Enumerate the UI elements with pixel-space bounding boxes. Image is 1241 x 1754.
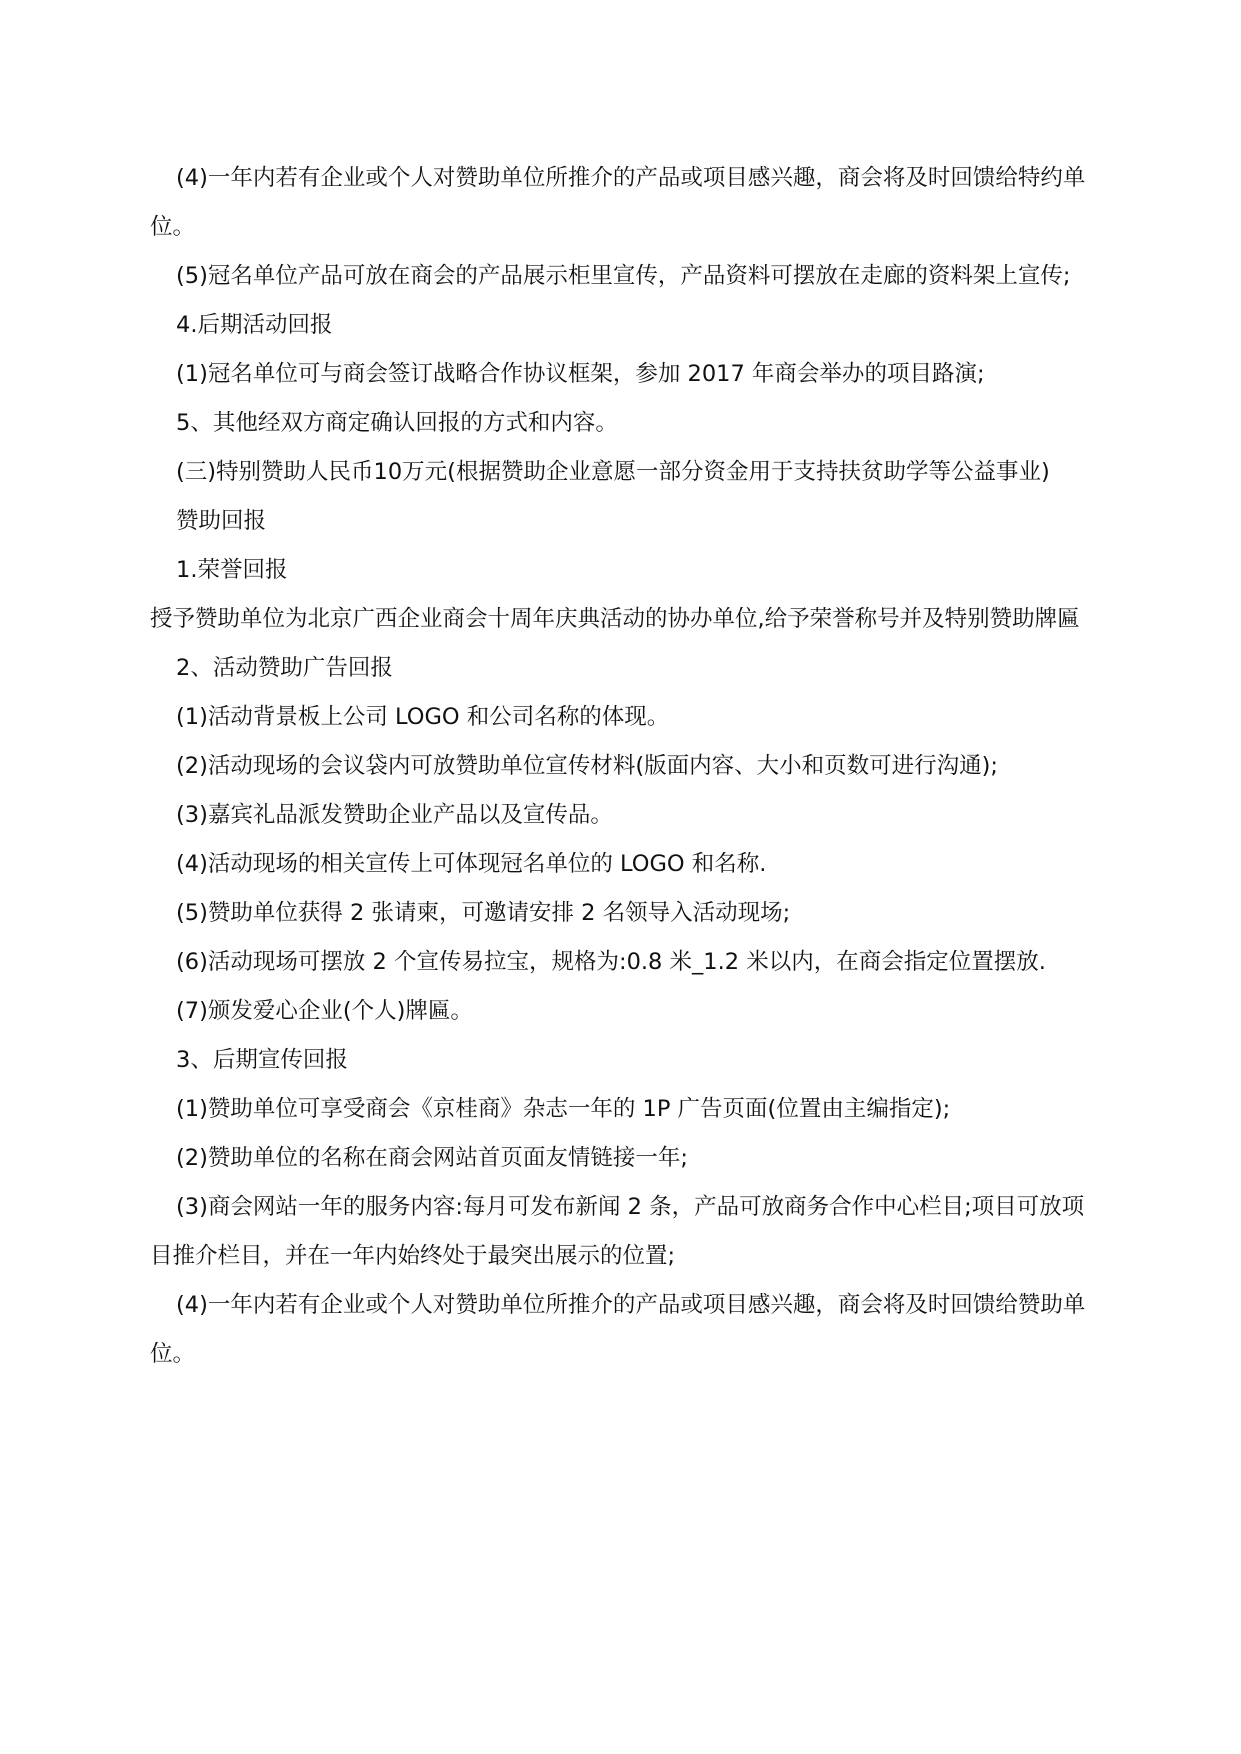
section-heading: (三)特别赞助人民币10万元(根据赞助企业意愿一部分资金用于支持扶贫助学等公益事业): [176, 459, 1050, 485]
paragraph: (7)颁发爱心企业(个人)牌匾。: [176, 998, 473, 1024]
paragraph: (1)赞助单位可享受商会《京桂商》杂志一年的 1P 广告页面(位置由主编指定);: [176, 1096, 951, 1122]
paragraph: (3)嘉宾礼品派发赞助企业产品以及宣传品。: [176, 802, 613, 828]
section-heading: 3、后期宣传回报: [176, 1047, 348, 1073]
paragraph: (2)活动现场的会议袋内可放赞助单位宣传材料(版面内容、大小和页数可进行沟通);: [176, 753, 999, 779]
section-heading: 2、活动赞助广告回报: [176, 655, 393, 681]
document-body: [150, 154, 1100, 1379]
section-heading: 赞助回报: [176, 508, 267, 534]
section-heading: 4.后期活动回报: [176, 312, 333, 338]
paragraph: (6)活动现场可摆放 2 个宣传易拉宝，规格为:0.8 米_1.2 米以内，在商会指定位置摆放.: [176, 949, 1046, 975]
paragraph: (5)赞助单位获得 2 张请柬，可邀请安排 2 名领导入活动现场;: [176, 900, 791, 926]
paragraph: (1)活动背景板上公司 LOGO 和公司名称的体现。: [176, 704, 670, 730]
paragraph: (4)一年内若有企业或个人对赞助单位所推介的产品或项目感兴趣，商会将及时回馈给特约单位。: [150, 165, 1086, 240]
section-heading: 1.荣誉回报: [176, 557, 288, 583]
paragraph: (4)一年内若有企业或个人对赞助单位所推介的产品或项目感兴趣，商会将及时回馈给赞助单位。: [150, 1292, 1086, 1367]
paragraph: 5、其他经双方商定确认回报的方式和内容。: [176, 410, 618, 436]
paragraph: 授予赞助单位为北京广西企业商会十周年庆典活动的协办单位,给予荣誉称号并及特别赞助牌匾: [150, 606, 1080, 632]
paragraph: (4)活动现场的相关宣传上可体现冠名单位的 LOGO 和名称.: [176, 851, 767, 877]
paragraph: (5)冠名单位产品可放在商会的产品展示柜里宣传，产品资料可摆放在走廊的资料架上宣传;: [176, 263, 1071, 289]
paragraph: (2)赞助单位的名称在商会网站首页面友情链接一年;: [176, 1145, 688, 1171]
paragraph: (1)冠名单位可与商会签订战略合作协议框架，参加 2017 年商会举办的项目路演;: [176, 361, 985, 387]
paragraph: (3)商会网站一年的服务内容:每月可发布新闻 2 条，产品可放商务合作中心栏目;项目可放项目推介栏目，并在一年内始终处于最突出展示的位置;: [150, 1194, 1085, 1269]
